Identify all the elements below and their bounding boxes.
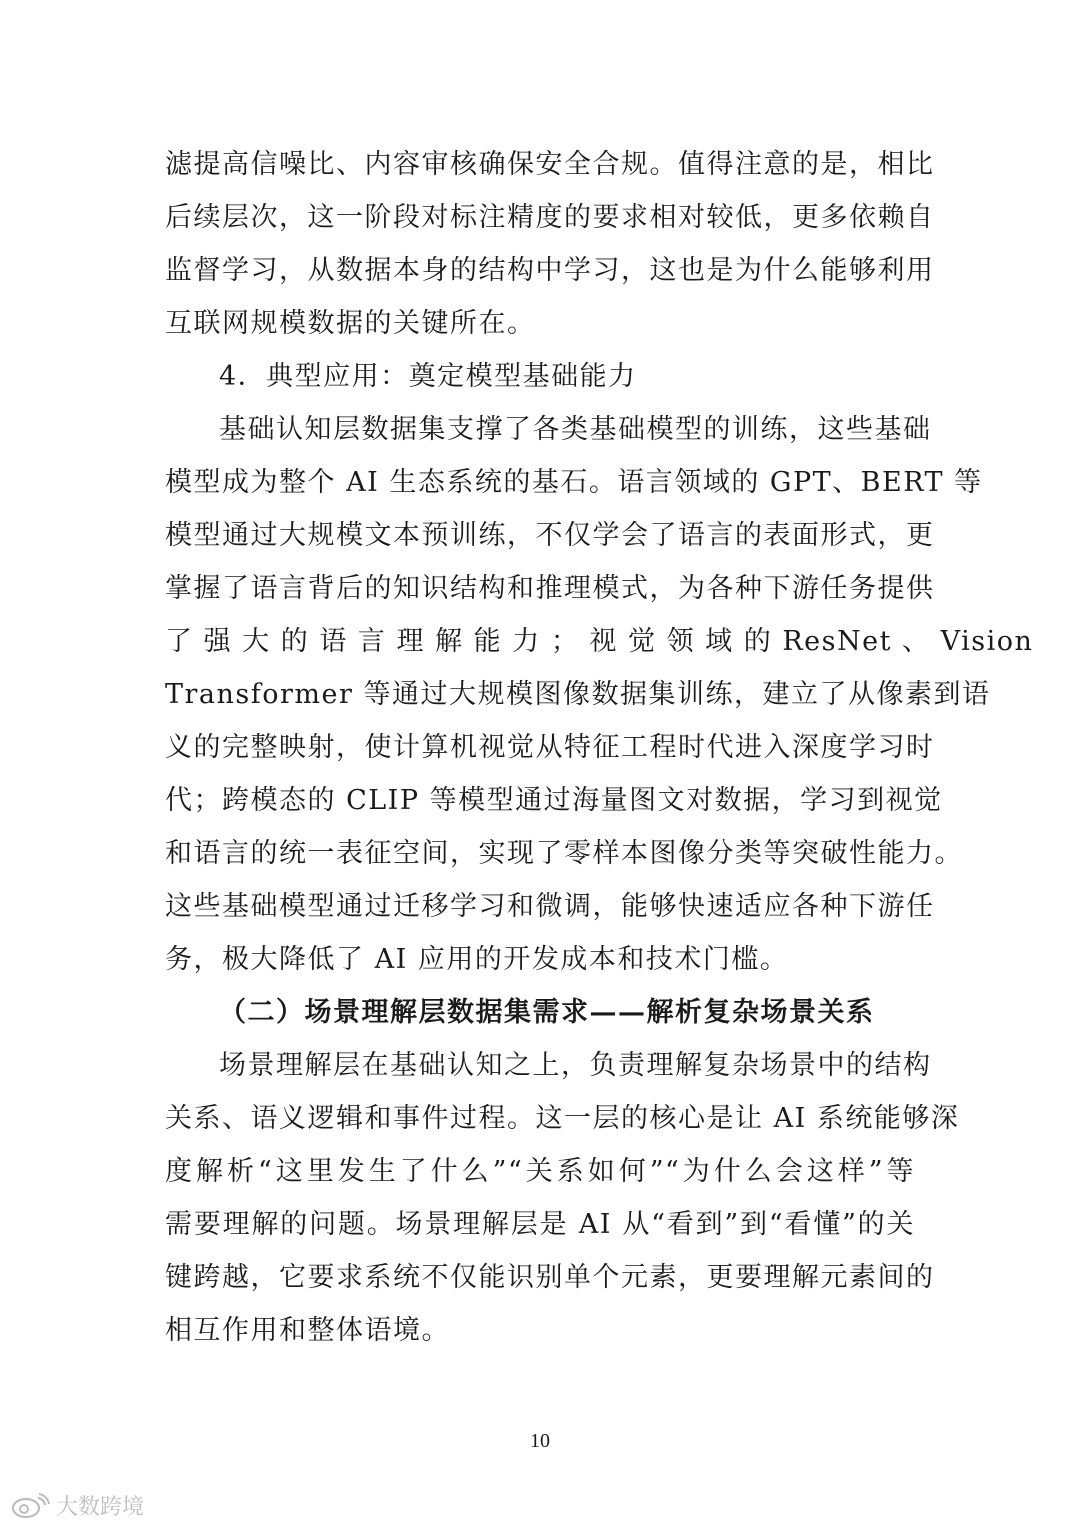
watermark	[10, 1490, 144, 1521]
body-text	[165, 138, 1034, 1357]
paragraph-line: 关系、语义逻辑和事件过程。这一层的核心是让 AI 系统能够深	[165, 1103, 960, 1134]
paragraph-line: 模型通过大规模文本预训练，不仅学会了语言的表面形式，更	[165, 520, 935, 551]
paragraph-line: 度解析“这里发生了什么”“关系如何”“为什么会这样”等	[165, 1156, 915, 1187]
paragraph-line: 代；跨模态的 CLIP 等模型通过海量图文对数据，学习到视觉	[165, 785, 943, 816]
section-heading: （二）场景理解层数据集需求——解析复杂场景关系	[219, 997, 875, 1028]
subheading-4: 4．典型应用：奠定模型基础能力	[219, 361, 637, 392]
paragraph-line: 这些基础模型通过迁移学习和微调，能够快速适应各种下游任	[165, 891, 935, 922]
page-number: 10	[530, 1430, 550, 1452]
paragraph-3	[165, 1039, 960, 1357]
paragraph-line: 监督学习，从数据本身的结构中学习，这也是为什么能够利用	[165, 255, 935, 286]
weibo-icon	[10, 1493, 50, 1519]
paragraph-line: 键跨越，它要求系统不仅能识别单个元素，更要理解元素间的	[165, 1262, 935, 1293]
paragraph-line: 场景理解层在基础认知之上，负责理解复杂场景中的结构	[219, 1050, 932, 1081]
paragraph-line: 后续层次，这一阶段对标注精度的要求相对较低，更多依赖自	[165, 202, 935, 233]
paragraph-line: 了 强 大 的 语 言 理 解 能 力 ； 视 觉 领 域 的 ResNet 、 Vision	[165, 626, 1034, 657]
paragraph-line: 掌握了语言背后的知识结构和推理模式，为各种下游任务提供	[165, 573, 935, 604]
paragraph-line: 相互作用和整体语境。	[165, 1315, 450, 1346]
paragraph-1	[165, 138, 935, 350]
paragraph-line: 务，极大降低了 AI 应用的开发成本和技术门槛。	[165, 944, 789, 975]
paragraph-line: 基础认知层数据集支撑了各类基础模型的训练，这些基础	[219, 414, 932, 445]
paragraph-line: 需要理解的问题。场景理解层是 AI 从“看到”到“看懂”的关	[165, 1209, 915, 1240]
paragraph-line: 义的完整映射，使计算机视觉从特征工程时代进入深度学习时	[165, 732, 935, 763]
paragraph-line: 模型成为整个 AI 生态系统的基石。语言领域的 GPT、BERT 等	[165, 467, 983, 498]
paragraph-line: 滤提高信噪比、内容审核确保安全合规。值得注意的是，相比	[165, 149, 935, 180]
paragraph-line: 互联网规模数据的关键所在。	[165, 308, 536, 339]
paragraph-line: Transformer 等通过大规模图像数据集训练，建立了从像素到语	[165, 679, 991, 710]
paragraph-line: 和语言的统一表征空间，实现了零样本图像分类等突破性能力。	[165, 838, 963, 869]
paragraph-2	[165, 403, 1034, 986]
watermark-text: 大数跨境	[56, 1495, 145, 1520]
